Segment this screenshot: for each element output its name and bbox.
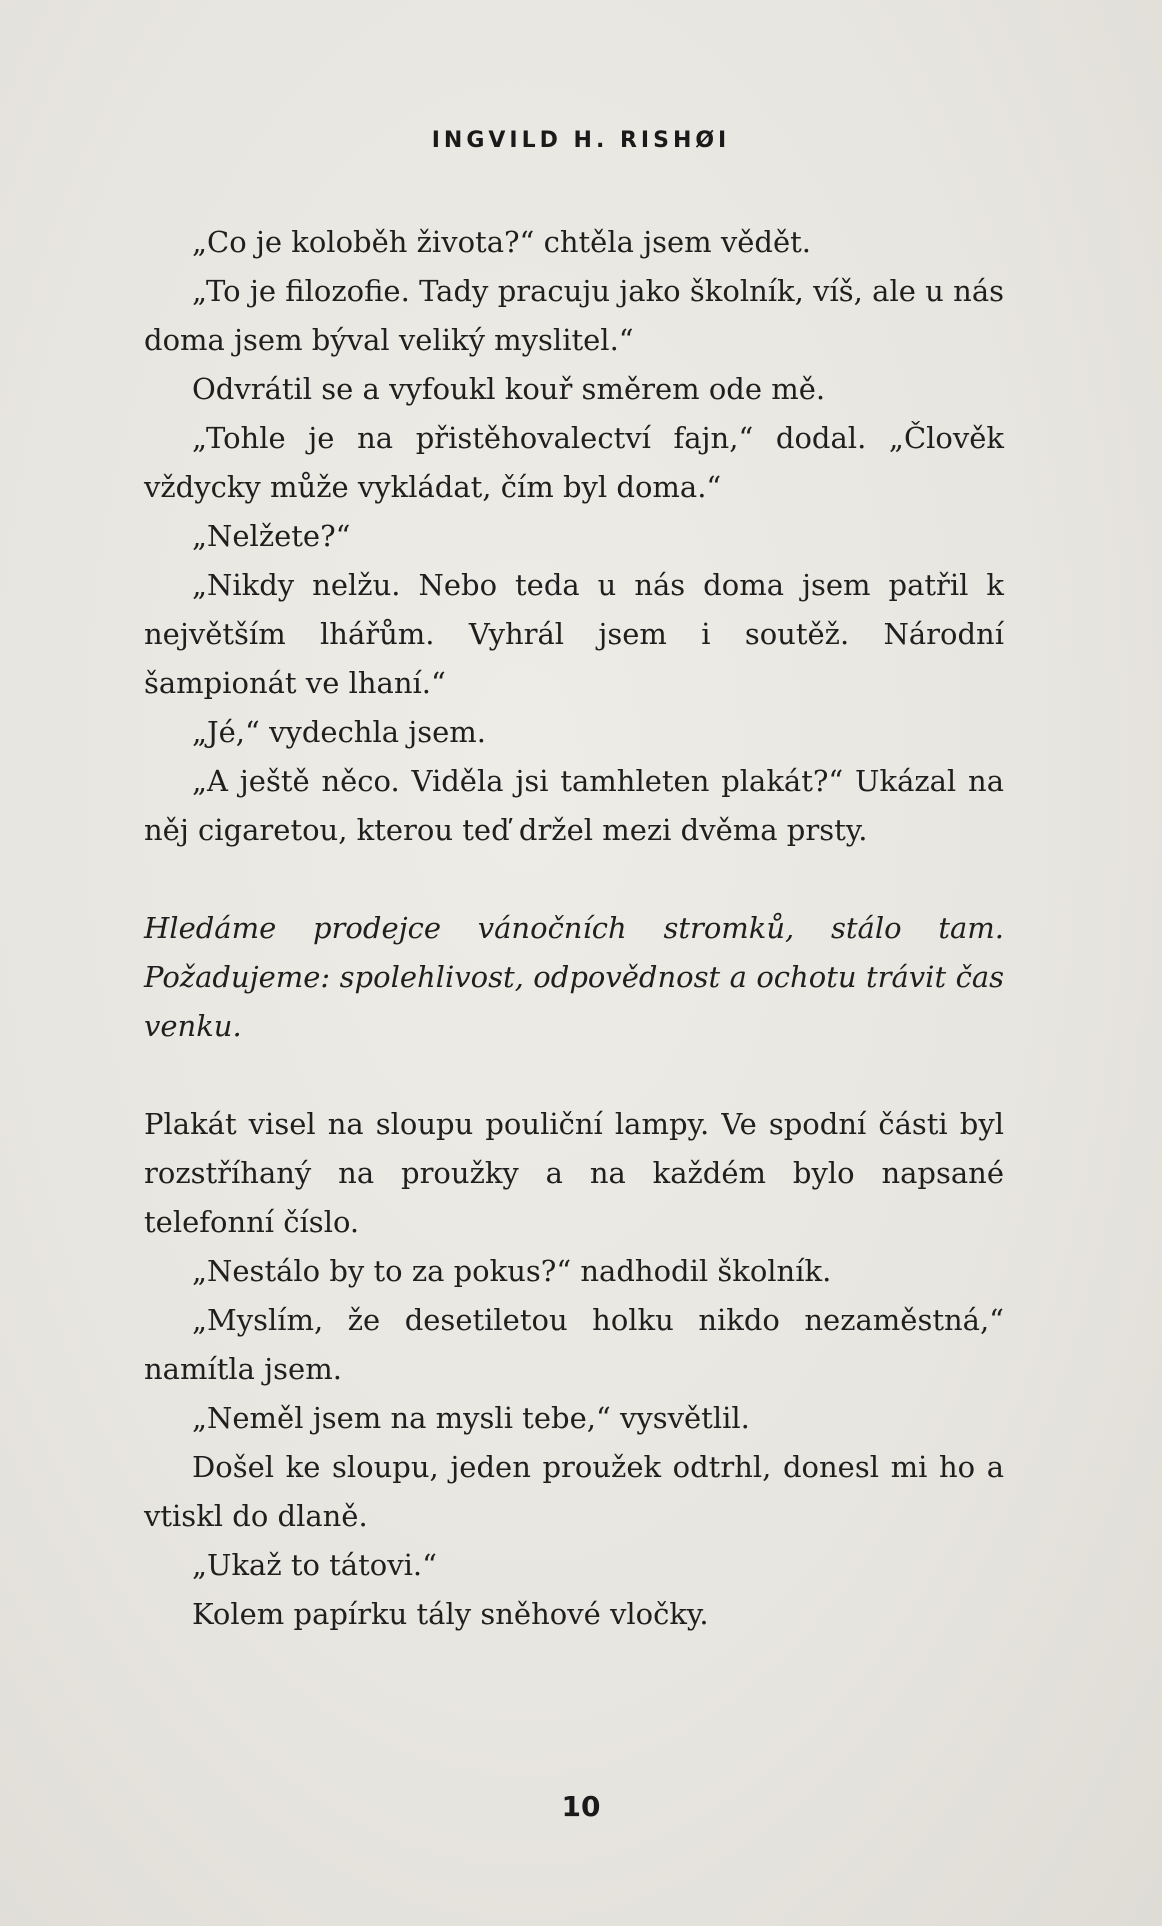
running-head-author: INGVILD H. RISHØI xyxy=(431,128,731,153)
paragraph: Odvrátil se a vyfoukl kouř směrem ode mě. xyxy=(192,372,826,406)
paragraph: „To je filozofie. Tady pracuju jako školník, víš, ale u nás doma jsem býval veliký myslitel.“ xyxy=(144,274,1004,357)
paragraph: „Tohle je na přistěhovalectví fajn,“ dodal. „Člověk vždycky může vykládat, čím byl doma.“ xyxy=(144,421,1004,504)
paragraph: Došel ke sloupu, jeden proužek odtrhl, donesl mi ho a vtiskl do dlaně. xyxy=(144,1450,1004,1533)
paragraph: „A ještě něco. Viděla jsi tamhleten plakát?“ Ukázal na něj cigaretou, kterou teď držel mezi dvěma prsty. xyxy=(144,764,1004,847)
paragraph: „Nestálo by to za pokus?“ nadhodil školník. xyxy=(192,1254,832,1288)
paragraph: „Nikdy nelžu. Nebo teda u nás doma jsem patřil k největším lhářům. Vyhrál jsem i soutěž. Národní šampionát ve lhaní.“ xyxy=(144,568,1004,700)
paragraph: „Co je koloběh života?“ chtěla jsem vědět. xyxy=(192,225,811,259)
page-number: 10 xyxy=(561,1790,601,1823)
poster-text: Hledáme prodejce vánočních stromků, stálo tam. Požadujeme: spolehlivost, odpovědnost a ochotu trávit čas venku. xyxy=(144,911,1004,1043)
paragraph: „Ukaž to tátovi.“ xyxy=(192,1548,437,1582)
paragraph: „Myslím, že desetiletou holku nikdo nezaměstná,“ namítla jsem. xyxy=(144,1303,1004,1386)
paragraph: „Neměl jsem na mysli tebe,“ vysvětlil. xyxy=(192,1401,750,1435)
paragraph: Kolem papírku tály sněhové vločky. xyxy=(192,1597,709,1631)
paragraph: „Jé,“ vydechla jsem. xyxy=(192,715,487,749)
paragraph: „Nelžete?“ xyxy=(192,519,351,553)
body-text xyxy=(144,218,1004,1639)
paragraph: Plakát visel na sloupu pouliční lampy. Ve spodní části byl rozstříhaný na proužky a na každém bylo napsané telefonní číslo. xyxy=(144,1107,1004,1239)
